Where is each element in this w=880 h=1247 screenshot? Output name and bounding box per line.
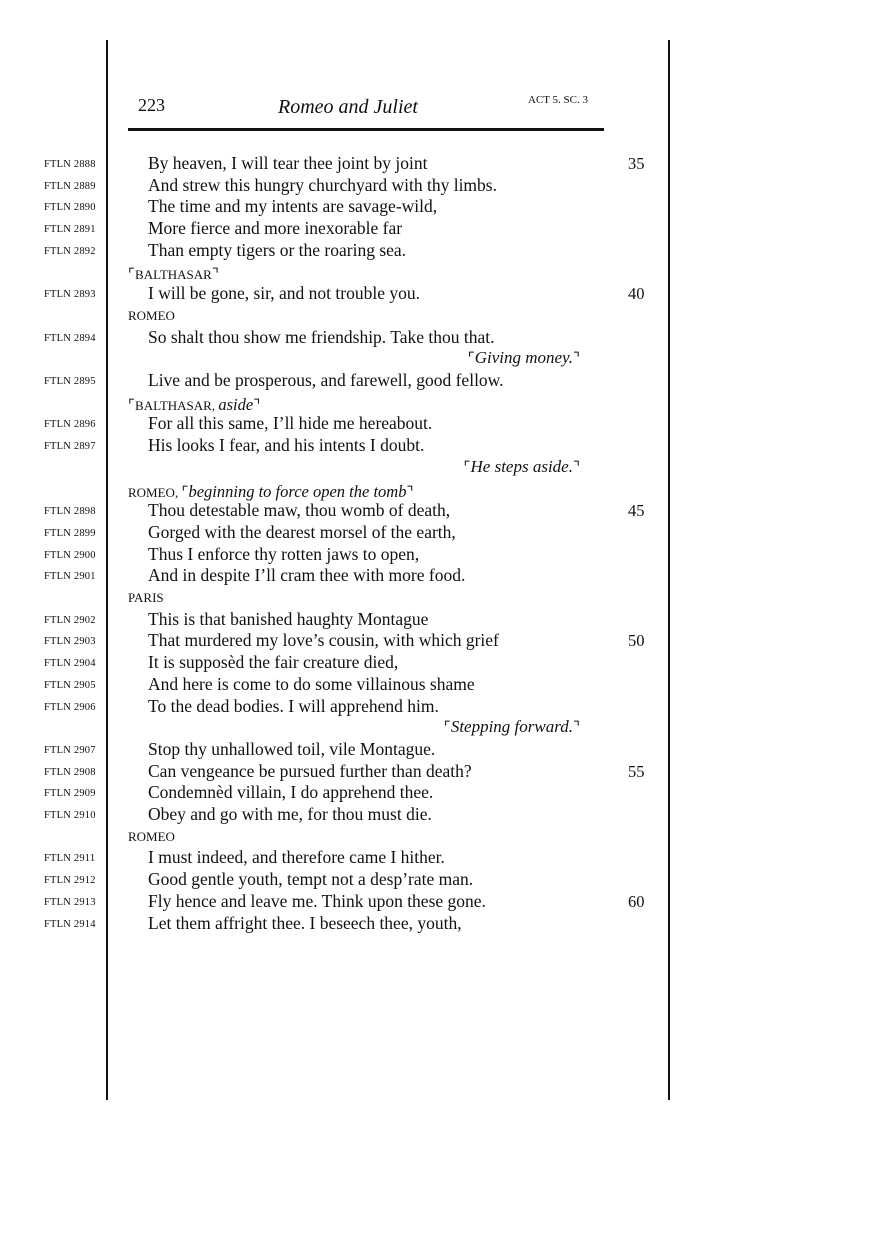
verse-text: For all this same, I’ll hide me hereabout. (148, 413, 433, 434)
ftln-number: FTLN 2912 (44, 875, 96, 887)
verse-line (0, 435, 880, 457)
verse-text: So shalt thou show me friendship. Take thou that. (148, 326, 495, 347)
speaker-row (0, 262, 880, 284)
stage-direction (444, 717, 580, 737)
ftln-number: FTLN 2896 (44, 419, 96, 431)
bracket-close: ⌝ (572, 351, 580, 368)
play-title: Romeo and Juliet (278, 96, 418, 118)
bracket-close: ⌝ (253, 397, 261, 414)
verse-text: Thus I enforce thy rotten jaws to open, (148, 543, 420, 564)
bracket-close: ⌝ (406, 484, 414, 501)
verse-line (0, 782, 880, 804)
speaker-label: ROMEO (128, 828, 175, 844)
header-rule (128, 128, 604, 131)
bracket-open: ⌜ (181, 484, 189, 501)
stage-direction-row (0, 457, 880, 479)
verse-text: Good gentle youth, tempt not a desp’rate man. (148, 869, 474, 890)
ftln-number: FTLN 2906 (44, 701, 96, 713)
stage-direction: aside (218, 394, 254, 414)
verse-line (0, 327, 880, 349)
bracket-close: ⌝ (211, 266, 219, 283)
verse-line (0, 196, 880, 218)
ftln-number: FTLN 2902 (44, 614, 96, 626)
ftln-number: FTLN 2911 (44, 853, 96, 865)
verse-line (0, 240, 880, 262)
bracket-open: ⌜ (128, 266, 136, 283)
verse-text: It is supposèd the fair creature died, (148, 652, 399, 673)
bracket-close: ⌝ (572, 720, 580, 737)
bracket-open: ⌜ (443, 720, 451, 737)
verse-text: Obey and go with me, for thou must die. (148, 804, 432, 824)
verse-text: To the dead bodies. I will apprehend him. (148, 695, 439, 716)
verse-text: And here is come to do some villainous shame (148, 673, 475, 694)
ftln-number: FTLN 2901 (44, 571, 96, 583)
ftln-number: FTLN 2898 (44, 506, 96, 518)
verse-line (0, 522, 880, 544)
speaker-label: ROMEO (128, 307, 175, 323)
ftln-number: FTLN 2914 (44, 918, 96, 930)
ftln-number: FTLN 2890 (44, 202, 96, 214)
line-number: 35 (628, 154, 645, 173)
ftln-number: FTLN 2904 (44, 658, 96, 670)
verse-text: Thou detestable maw, thou womb of death, (148, 500, 451, 521)
verse-text: Stop thy unhallowed toil, vile Montague. (148, 738, 436, 759)
ftln-number: FTLN 2891 (44, 224, 96, 236)
verse-line (0, 609, 880, 631)
speaker-row (0, 305, 880, 327)
speaker-row (0, 826, 880, 848)
verse-text: Live and be prosperous, and farewell, good fellow. (148, 370, 504, 390)
verse-text: Condemnèd villain, I do apprehend thee. (148, 782, 434, 803)
verse-line (0, 739, 880, 761)
verse-line (0, 761, 880, 783)
bracket-open: ⌜ (467, 351, 475, 368)
speaker-name (128, 590, 164, 606)
stage-direction-text: He steps aside. (470, 456, 573, 476)
verse-line (0, 630, 880, 652)
verse-line (0, 153, 880, 175)
ftln-number: FTLN 2899 (44, 527, 96, 539)
verse-text: Than empty tigers or the roaring sea. (148, 239, 407, 260)
ftln-number: FTLN 2913 (44, 896, 96, 908)
page-number: 223 (138, 95, 165, 115)
speaker-name (128, 265, 219, 284)
page-header (128, 92, 604, 132)
stage-direction: beginning to force open the tomb (188, 481, 407, 501)
speaker-label: ROMEO, (128, 484, 179, 500)
verse-text: That murdered my love’s cousin, with which grief (148, 630, 499, 651)
ftln-number: FTLN 2909 (44, 788, 96, 800)
stage-direction-text: Giving money. (474, 348, 573, 368)
verse-text: And in despite I’ll cram thee with more food. (148, 565, 466, 586)
verse-line (0, 891, 880, 913)
speaker-row (0, 587, 880, 609)
verse-text: This is that banished haughty Montague (148, 608, 429, 629)
ftln-number: FTLN 2889 (44, 180, 96, 192)
verse-line (0, 913, 880, 935)
bracket-open: ⌜ (463, 459, 471, 476)
verse-line (0, 696, 880, 718)
ftln-number: FTLN 2892 (44, 245, 96, 257)
line-number: 50 (628, 631, 645, 651)
speaker-row (0, 479, 880, 501)
speaker-name (128, 829, 175, 845)
ftln-number: FTLN 2897 (44, 441, 96, 453)
line-number: 55 (628, 761, 645, 781)
bracket-open: ⌜ (128, 397, 136, 414)
verse-text: Gorged with the dearest morsel of the earth, (148, 521, 456, 542)
verse-text: More fierce and more inexorable far (148, 218, 403, 239)
ftln-number: FTLN 2888 (44, 159, 96, 170)
line-number: 45 (628, 501, 645, 521)
speaker-name (128, 482, 414, 502)
stage-direction (463, 457, 580, 477)
verse-text: And strew this hungry churchyard with thy limbs. (148, 174, 497, 195)
stage-direction-row (0, 717, 880, 739)
verse-line (0, 500, 880, 522)
ftln-number: FTLN 2900 (44, 549, 96, 561)
speaker-row (0, 392, 880, 414)
stage-direction (468, 348, 580, 368)
verse-line (0, 370, 880, 392)
verse-line (0, 652, 880, 674)
speaker-name (128, 308, 175, 324)
verse-text: Can vengeance be pursued further than death? (148, 760, 472, 781)
ftln-number: FTLN 2910 (44, 810, 96, 821)
verse-line (0, 674, 880, 696)
verse-line (0, 175, 880, 197)
verse-line (0, 218, 880, 240)
speaker-label: BALTHASAR (135, 266, 212, 282)
verse-text: I will be gone, sir, and not trouble you. (148, 283, 420, 304)
speaker-label: BALTHASAR, (135, 397, 216, 413)
ftln-number: FTLN 2895 (44, 376, 96, 387)
verse-text: I must indeed, and therefore came I hither. (148, 847, 445, 868)
ftln-number: FTLN 2907 (44, 744, 96, 756)
verse-line (0, 847, 880, 869)
verse-text: The time and my intents are savage-wild, (148, 196, 438, 217)
ftln-number: FTLN 2903 (44, 636, 96, 648)
verse-line (0, 544, 880, 566)
speaker-name (128, 395, 260, 415)
ftln-number: FTLN 2905 (44, 679, 96, 691)
verse-text: Let them affright thee. I beseech thee, youth, (148, 912, 462, 933)
ftln-number: FTLN 2893 (44, 289, 96, 301)
verse-line (0, 283, 880, 305)
stage-direction-text: Stepping forward. (450, 717, 573, 737)
stage-direction-row (0, 348, 880, 370)
verse-line (0, 869, 880, 891)
act-scene-label: ACT 5. SC. 3 (528, 94, 589, 106)
line-number: 60 (628, 891, 645, 911)
verse-text: By heaven, I will tear thee joint by joint (148, 153, 428, 173)
verse-text: His looks I fear, and his intents I doubt. (148, 435, 425, 456)
verse-line (0, 804, 880, 826)
speaker-label: PARIS (128, 590, 164, 605)
ftln-number: FTLN 2908 (44, 766, 96, 778)
bracket-close: ⌝ (572, 459, 580, 476)
verse-line (0, 413, 880, 435)
ftln-number: FTLN 2894 (44, 332, 96, 344)
verse-line (0, 565, 880, 587)
line-number: 40 (628, 284, 645, 304)
verse-text: Fly hence and leave me. Think upon these gone. (148, 890, 486, 911)
